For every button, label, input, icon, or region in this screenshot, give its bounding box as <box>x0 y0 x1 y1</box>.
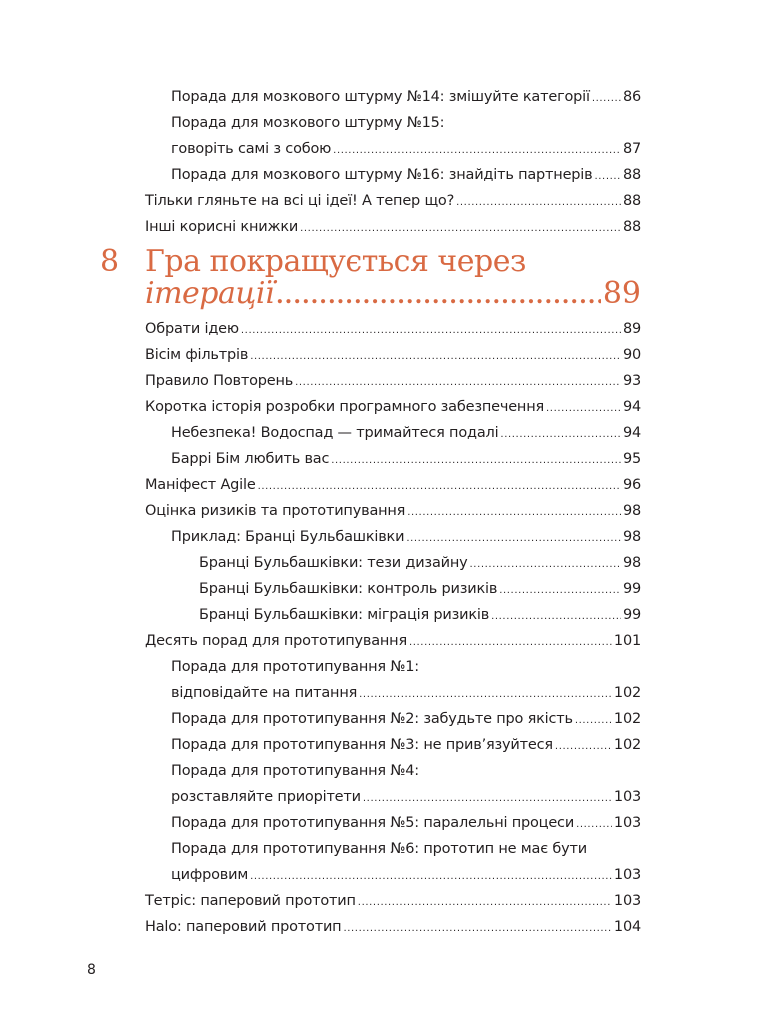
toc-entry-page: 98 <box>622 555 641 571</box>
dot-leader <box>300 216 621 242</box>
toc-entry-page: 103 <box>613 893 641 909</box>
chapter-title-line1: Гра покращується через <box>145 244 526 279</box>
table-of-contents <box>100 84 641 940</box>
toc-entry-page: 88 <box>622 167 641 183</box>
toc-entry[interactable] <box>145 136 641 162</box>
toc-entry-page: 95 <box>622 451 641 467</box>
dot-leader <box>359 682 612 708</box>
chapter-page: 89 <box>602 276 641 311</box>
toc-entry-title: Небезпека! Водоспад — тримайтеся подалі <box>171 425 499 441</box>
toc-entry-title: Вісім фільтрів <box>145 347 249 363</box>
toc-entry[interactable] <box>145 162 641 188</box>
dot-leader <box>491 604 621 630</box>
toc-entry[interactable] <box>145 524 641 550</box>
toc-entry-title: розставляйте приорітети <box>171 789 361 805</box>
dot-leader <box>592 86 621 112</box>
toc-entry-title: говоріть самі з собою <box>171 141 332 157</box>
toc-entry-page: 103 <box>613 867 641 883</box>
toc-entry-page: 104 <box>613 919 641 935</box>
toc-section-chapter-8 <box>145 316 641 940</box>
dot-leader <box>295 370 621 396</box>
toc-entry-page: 94 <box>622 399 641 415</box>
toc-entry-page: 88 <box>622 193 641 209</box>
toc-entry-title: Маніфест Agile <box>145 477 256 493</box>
chapter-heading[interactable] <box>100 244 641 312</box>
dot-leader <box>409 630 612 656</box>
dot-leader <box>241 318 621 344</box>
toc-entry-page: 94 <box>622 425 641 441</box>
dot-leader <box>456 190 621 216</box>
toc-entry-title: Порада для прототипування №3: не прив’язуйтеся <box>171 737 553 753</box>
toc-entry-title: Тетріс: паперовий прототип <box>145 893 356 909</box>
toc-entry[interactable] <box>145 342 641 368</box>
toc-entry-page: 102 <box>613 685 641 701</box>
toc-entry-title: Інші корисні книжки <box>145 219 299 235</box>
toc-entry[interactable] <box>145 862 641 888</box>
toc-entry-title: Порада для мозкового штурму №14: змішуйте категорії <box>171 89 590 105</box>
page-number: 8 <box>87 962 96 978</box>
toc-entry[interactable] <box>145 758 641 784</box>
toc-entry-title: Баррі Бім любить вас <box>171 451 330 467</box>
toc-entry-title: Бранці Бульбашківки: тези дизайну <box>199 555 468 571</box>
toc-entry[interactable] <box>145 394 641 420</box>
toc-entry-page: 87 <box>622 141 641 157</box>
toc-entry[interactable] <box>145 368 641 394</box>
toc-entry-page: 93 <box>622 373 641 389</box>
toc-entry-title: Правило Повторень <box>145 373 294 389</box>
dot-leader <box>576 812 612 838</box>
toc-entry[interactable] <box>145 498 641 524</box>
toc-entry-page: 89 <box>622 321 641 337</box>
toc-entry[interactable] <box>145 316 641 342</box>
toc-entry-page: 103 <box>613 789 641 805</box>
toc-entry[interactable] <box>145 84 641 110</box>
toc-entry-page: 98 <box>622 529 641 545</box>
toc-entry-title: Обрати ідею <box>145 321 239 337</box>
dot-leader <box>499 578 621 604</box>
toc-entry-page: 99 <box>622 607 641 623</box>
toc-entry[interactable] <box>145 420 641 446</box>
dot-leader <box>333 138 621 164</box>
dot-leader <box>250 864 612 890</box>
toc-entry-title: Коротка історія розробки програмного забезпечення <box>145 399 545 415</box>
dot-leader <box>406 526 621 552</box>
dot-leader <box>258 474 621 500</box>
dot-leader <box>555 734 612 760</box>
dot-leader <box>331 448 621 474</box>
chapter-title-italic: ітерації <box>145 276 275 311</box>
toc-entry-page: 86 <box>622 89 641 105</box>
toc-entry[interactable] <box>145 810 641 836</box>
toc-entry-page: 102 <box>613 737 641 753</box>
dot-leader <box>575 708 612 734</box>
toc-entry[interactable] <box>145 784 641 810</box>
dot-leader <box>250 344 621 370</box>
dot-leader <box>407 500 621 526</box>
toc-entry-page: 90 <box>622 347 641 363</box>
toc-entry[interactable] <box>145 550 641 576</box>
toc-entry-page: 99 <box>622 581 641 597</box>
toc-entry-title: Порада для прототипування №2: забудьте про якість <box>171 711 573 727</box>
toc-entry-title: відповідайте на питання <box>171 685 358 701</box>
toc-entry[interactable] <box>145 110 641 136</box>
toc-entry-title: Бранці Бульбашківки: контроль ризиків <box>199 581 498 597</box>
dot-leader <box>594 164 620 190</box>
toc-entry[interactable] <box>145 576 641 602</box>
toc-entry-title: Порада для прототипування №4: <box>171 763 419 779</box>
dot-leader <box>500 422 621 448</box>
toc-entry[interactable] <box>145 732 641 758</box>
toc-entry[interactable] <box>145 836 641 862</box>
toc-entry[interactable] <box>145 654 641 680</box>
toc-section-previous-chapter <box>145 84 641 240</box>
toc-entry[interactable] <box>145 214 641 240</box>
toc-entry-page: 102 <box>613 711 641 727</box>
toc-entry-title: Порада для прототипування №1: <box>171 659 419 675</box>
toc-entry[interactable] <box>145 628 641 654</box>
dot-leader <box>358 890 612 916</box>
toc-entry-title: Тільки гляньте на всі ці ідеї! А тепер що? <box>145 193 455 209</box>
toc-entry-page: 101 <box>613 633 641 649</box>
toc-entry-title: Десять порад для прототипування <box>145 633 407 649</box>
dot-leader <box>343 916 611 942</box>
chapter-title-line2 <box>145 278 641 312</box>
dot-leader <box>363 786 612 812</box>
toc-entry-page: 96 <box>622 477 641 493</box>
chapter-number: 8 <box>100 244 120 279</box>
toc-entry[interactable] <box>145 472 641 498</box>
toc-entry-page: 98 <box>622 503 641 519</box>
toc-entry[interactable] <box>145 706 641 732</box>
toc-entry-title: Порада для мозкового штурму №16: знайдіть партнерів <box>171 167 593 183</box>
toc-entry-title: Порада для прототипування №5: паралельні процеси <box>171 815 575 831</box>
toc-entry[interactable] <box>145 888 641 914</box>
toc-entry-title: Бранці Бульбашківки: міграція ризиків <box>199 607 490 623</box>
toc-entry-title: Halo: паперовий прототип <box>145 919 342 935</box>
toc-entry-page: 88 <box>622 219 641 235</box>
toc-entry[interactable] <box>145 602 641 628</box>
toc-entry-title: Оцінка ризиків та прототипування <box>145 503 406 519</box>
toc-entry[interactable] <box>145 680 641 706</box>
toc-entry-title: Приклад: Бранці Бульбашківки <box>171 529 405 545</box>
toc-entry[interactable] <box>145 914 641 940</box>
toc-entry[interactable] <box>145 188 641 214</box>
toc-entry-title: Порада для прототипування №6: прототип не має бути <box>171 841 587 857</box>
dot-leader <box>276 280 601 312</box>
toc-entry[interactable] <box>145 446 641 472</box>
dot-leader <box>470 552 621 578</box>
toc-entry-title: цифровим <box>171 867 249 883</box>
toc-entry-page: 103 <box>613 815 641 831</box>
dot-leader <box>546 396 621 422</box>
toc-entry-title: Порада для мозкового штурму №15: <box>171 115 445 131</box>
